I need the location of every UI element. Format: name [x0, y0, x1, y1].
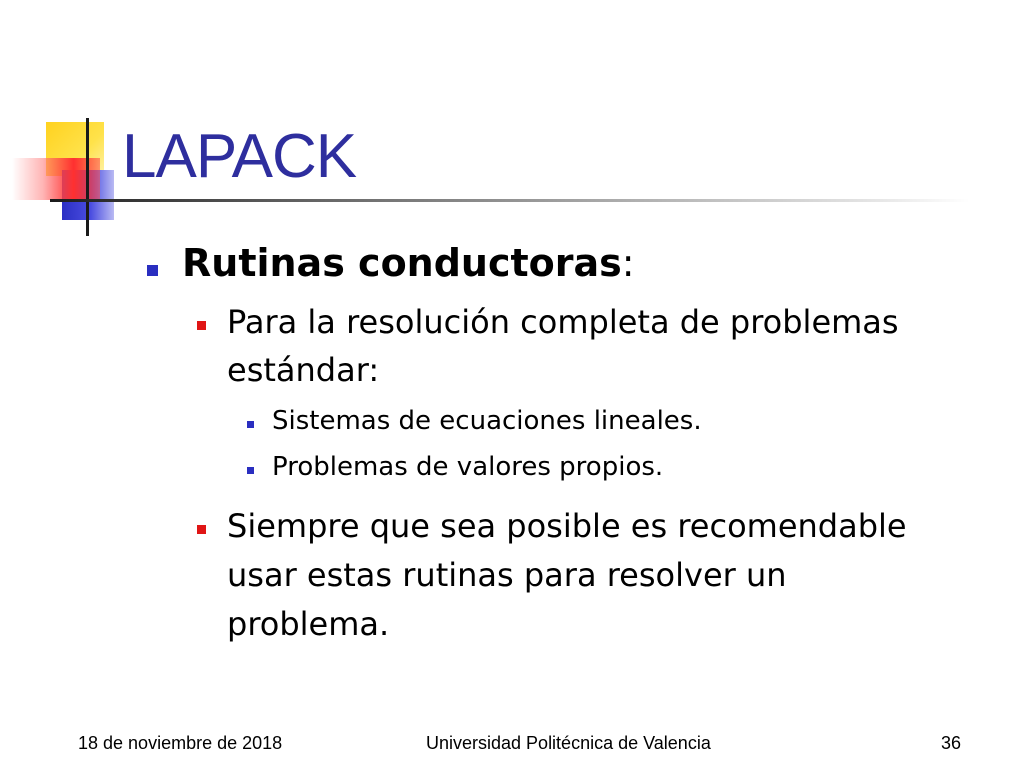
level1-bullet-text: [182, 240, 635, 286]
level1-bullet-icon: [147, 265, 158, 276]
item2-line3: problema.: [227, 605, 390, 643]
item2-line2: usar estas rutinas para resolver un: [227, 556, 787, 594]
logo-vertical-line: [86, 118, 89, 236]
footer-institution: Universidad Politécnica de Valencia: [426, 733, 711, 753]
level3-bullet-icon: [247, 467, 254, 474]
subitem-2: Problemas de valores propios.: [272, 452, 664, 482]
item1-line2: estándar:: [227, 351, 380, 389]
title-underline: [50, 199, 970, 202]
item1-line1: Para la resolución completa de problemas: [227, 303, 899, 341]
subitem-1: Sistemas de ecuaciones lineales.: [272, 406, 702, 436]
level1-bold-label: Rutinas conductoras: [182, 241, 622, 285]
level1-suffix: :: [621, 241, 635, 285]
slide-title: LAPACK: [122, 122, 357, 191]
footer-page-number: 36: [941, 733, 962, 753]
level2-bullet-icon: [197, 321, 206, 330]
level3-bullet-icon: [247, 421, 254, 428]
level2-bullet-icon: [197, 525, 206, 534]
footer-date: 18 de noviembre de 2018: [78, 733, 283, 753]
item2-line1: Siempre que sea posible es recomendable: [227, 507, 907, 545]
